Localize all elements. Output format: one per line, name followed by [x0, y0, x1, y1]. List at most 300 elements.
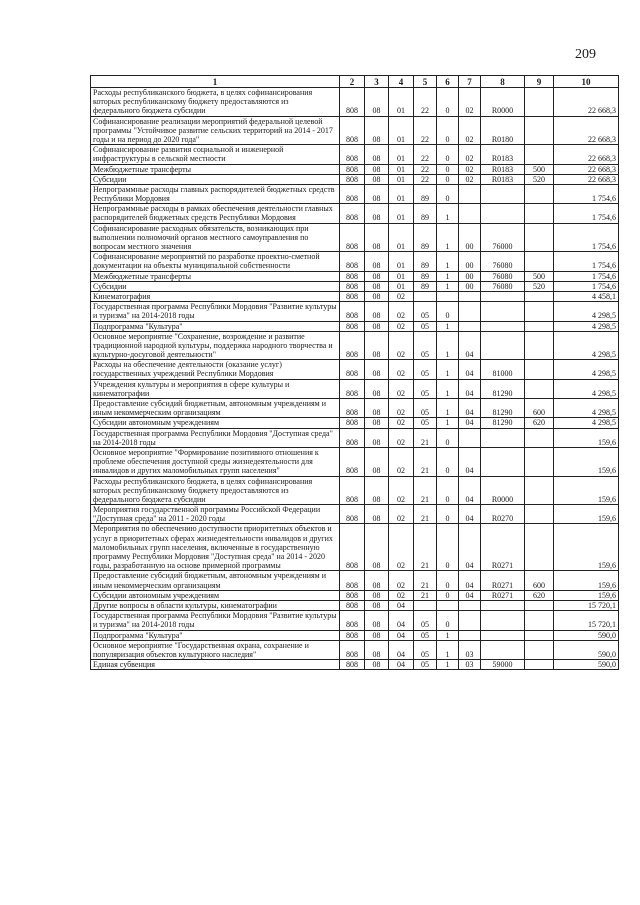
col-program-cell: 89	[414, 223, 437, 252]
col-amount-cell: 1 754,6	[554, 223, 619, 252]
col-subprogram-cell: 0	[437, 524, 459, 571]
col-program-cell: 21	[414, 590, 437, 600]
table-row	[91, 204, 619, 223]
col-direction-cell	[481, 184, 525, 203]
col-subprogram-cell: 0	[437, 145, 459, 164]
col-subprogram-cell: 1	[437, 331, 459, 360]
col-amount-cell: 22 668,3	[554, 145, 619, 164]
col-activity-cell: 04	[459, 447, 481, 476]
col-program-cell: 21	[414, 505, 437, 524]
col-section-cell: 08	[365, 174, 389, 184]
col-activity-cell: 04	[459, 524, 481, 571]
col-direction-cell	[481, 600, 525, 610]
col-subprogram-cell: 0	[437, 184, 459, 203]
column-header: 10	[554, 76, 619, 88]
col-direction-cell	[481, 630, 525, 640]
col-activity-cell: 00	[459, 252, 481, 271]
col-subprogram-cell: 0	[437, 476, 459, 505]
table-row	[91, 164, 619, 174]
col-activity-cell: 03	[459, 640, 481, 659]
col-section-cell: 08	[365, 281, 389, 291]
col-section-cell: 08	[365, 223, 389, 252]
col-direction-cell: R0271	[481, 524, 525, 571]
col-program-cell: 05	[414, 321, 437, 331]
col-direction-cell: 76080	[481, 252, 525, 271]
col-direction-cell	[481, 321, 525, 331]
table-row	[91, 174, 619, 184]
col-program-cell: 05	[414, 302, 437, 321]
col-direction-cell: 81290	[481, 399, 525, 418]
col-direction-cell	[481, 291, 525, 301]
col-activity-cell: 04	[459, 399, 481, 418]
table-row	[91, 223, 619, 252]
col-admin-cell: 808	[340, 331, 365, 360]
col-expense-type-cell	[525, 360, 554, 379]
col-expense-type-cell	[525, 291, 554, 301]
col-section-cell: 08	[365, 571, 389, 590]
column-header: 1	[91, 76, 340, 88]
col-amount-cell: 159,6	[554, 571, 619, 590]
col-subprogram-cell: 1	[437, 660, 459, 670]
col-direction-cell: 76000	[481, 223, 525, 252]
col-amount-cell: 15 720,1	[554, 600, 619, 610]
col-expense-type-cell	[525, 524, 554, 571]
col-activity-cell: 04	[459, 379, 481, 398]
col-admin-cell: 808	[340, 524, 365, 571]
col-subprogram-cell: 0	[437, 505, 459, 524]
col-amount-cell: 159,6	[554, 447, 619, 476]
col-expense-type-cell: 500	[525, 271, 554, 281]
col-section-cell: 08	[365, 360, 389, 379]
table-row	[91, 571, 619, 590]
col-admin-cell: 808	[340, 379, 365, 398]
col-admin-cell: 808	[340, 252, 365, 271]
col-subprogram-cell	[437, 600, 459, 610]
col-section-cell: 08	[365, 505, 389, 524]
col-direction-cell: 76080	[481, 281, 525, 291]
table-row	[91, 116, 619, 145]
col-expense-type-cell	[525, 660, 554, 670]
col-expense-type-cell: 520	[525, 281, 554, 291]
col-activity-cell: 02	[459, 116, 481, 145]
col-amount-cell: 1 754,6	[554, 252, 619, 271]
row-name-cell: Предоставление субсидий бюджетным, автономным учреждениям и иным некоммерческим организациям	[91, 399, 340, 418]
table-row	[91, 321, 619, 331]
col-activity-cell	[459, 302, 481, 321]
col-subsection-cell: 02	[389, 590, 414, 600]
col-subsection-cell: 02	[389, 476, 414, 505]
col-subsection-cell: 02	[389, 399, 414, 418]
table-body	[91, 88, 619, 670]
col-activity-cell: 04	[459, 418, 481, 428]
col-subprogram-cell: 1	[437, 360, 459, 379]
row-name-cell: Основное мероприятие "Государственная охрана, сохранение и популяризация объектов культурного наследия"	[91, 640, 340, 659]
col-direction-cell: R0271	[481, 590, 525, 600]
col-section-cell: 08	[365, 164, 389, 174]
table-row	[91, 600, 619, 610]
col-program-cell: 89	[414, 204, 437, 223]
col-direction-cell: 76080	[481, 271, 525, 281]
col-section-cell: 08	[365, 590, 389, 600]
col-direction-cell: R0270	[481, 505, 525, 524]
col-expense-type-cell: 600	[525, 571, 554, 590]
col-amount-cell: 1 754,6	[554, 281, 619, 291]
col-program-cell: 89	[414, 184, 437, 203]
col-section-cell: 08	[365, 611, 389, 630]
col-amount-cell: 1 754,6	[554, 184, 619, 203]
table-row	[91, 271, 619, 281]
col-direction-cell	[481, 302, 525, 321]
col-expense-type-cell	[525, 640, 554, 659]
col-subprogram-cell: 1	[437, 271, 459, 281]
row-name-cell: Подпрограмма "Культура"	[91, 630, 340, 640]
col-activity-cell: 02	[459, 174, 481, 184]
table-row	[91, 590, 619, 600]
col-subprogram-cell: 1	[437, 321, 459, 331]
col-direction-cell: 81290	[481, 379, 525, 398]
col-amount-cell: 22 668,3	[554, 116, 619, 145]
col-expense-type-cell	[525, 302, 554, 321]
table-row	[91, 640, 619, 659]
table-row	[91, 331, 619, 360]
col-direction-cell	[481, 447, 525, 476]
col-subsection-cell: 04	[389, 600, 414, 610]
col-activity-cell: 04	[459, 476, 481, 505]
col-program-cell: 22	[414, 174, 437, 184]
col-section-cell: 08	[365, 428, 389, 447]
col-amount-cell: 4 298,5	[554, 321, 619, 331]
col-admin-cell: 808	[340, 223, 365, 252]
col-admin-cell: 808	[340, 360, 365, 379]
col-expense-type-cell	[525, 630, 554, 640]
col-subprogram-cell: 0	[437, 164, 459, 174]
col-expense-type-cell	[525, 505, 554, 524]
table-row	[91, 145, 619, 164]
col-amount-cell: 22 668,3	[554, 88, 619, 117]
col-program-cell: 05	[414, 399, 437, 418]
col-amount-cell: 15 720,1	[554, 611, 619, 630]
col-direction-cell: 81000	[481, 360, 525, 379]
col-amount-cell: 4 298,5	[554, 360, 619, 379]
row-name-cell: Межбюджетные трансферты	[91, 271, 340, 281]
row-name-cell: Расходы на обеспечение деятельности (оказание услуг) государственных учреждений Республики Мордовия	[91, 360, 340, 379]
col-subsection-cell: 01	[389, 88, 414, 117]
col-program-cell: 05	[414, 418, 437, 428]
col-program-cell	[414, 600, 437, 610]
col-admin-cell: 808	[340, 640, 365, 659]
col-program-cell: 05	[414, 379, 437, 398]
col-subsection-cell: 02	[389, 302, 414, 321]
col-activity-cell: 04	[459, 331, 481, 360]
col-activity-cell: 04	[459, 360, 481, 379]
col-admin-cell: 808	[340, 660, 365, 670]
col-section-cell: 08	[365, 476, 389, 505]
col-amount-cell: 4 298,5	[554, 331, 619, 360]
col-section-cell: 08	[365, 524, 389, 571]
col-amount-cell: 4 298,5	[554, 302, 619, 321]
col-direction-cell: R0183	[481, 164, 525, 174]
col-expense-type-cell	[525, 447, 554, 476]
col-amount-cell: 22 668,3	[554, 164, 619, 174]
col-activity-cell	[459, 204, 481, 223]
row-name-cell: Непрограммные расходы в рамках обеспечения деятельности главных распорядителей бюджетных средств Республики Мордовия	[91, 204, 340, 223]
col-section-cell: 08	[365, 291, 389, 301]
col-subsection-cell: 01	[389, 174, 414, 184]
col-direction-cell: 59000	[481, 660, 525, 670]
col-expense-type-cell	[525, 428, 554, 447]
col-program-cell: 21	[414, 476, 437, 505]
table-row	[91, 302, 619, 321]
col-subsection-cell: 04	[389, 640, 414, 659]
table-row	[91, 399, 619, 418]
col-subprogram-cell: 0	[437, 302, 459, 321]
col-program-cell: 22	[414, 145, 437, 164]
col-subprogram-cell: 1	[437, 204, 459, 223]
col-expense-type-cell	[525, 145, 554, 164]
col-program-cell	[414, 291, 437, 301]
table-row	[91, 252, 619, 271]
table-row	[91, 524, 619, 571]
col-subsection-cell: 01	[389, 204, 414, 223]
col-expense-type-cell	[525, 379, 554, 398]
row-name-cell: Кинематография	[91, 291, 340, 301]
col-admin-cell: 808	[340, 418, 365, 428]
col-activity-cell	[459, 611, 481, 630]
col-subprogram-cell: 1	[437, 630, 459, 640]
table-row	[91, 418, 619, 428]
table-row	[91, 88, 619, 117]
col-admin-cell: 808	[340, 116, 365, 145]
table-row	[91, 291, 619, 301]
col-section-cell: 08	[365, 145, 389, 164]
col-subsection-cell: 02	[389, 505, 414, 524]
col-subprogram-cell: 0	[437, 611, 459, 630]
col-subprogram-cell: 1	[437, 223, 459, 252]
col-program-cell: 05	[414, 660, 437, 670]
col-subsection-cell: 01	[389, 184, 414, 203]
col-subprogram-cell: 1	[437, 252, 459, 271]
table-header-row	[91, 76, 619, 88]
col-section-cell: 08	[365, 116, 389, 145]
col-section-cell: 08	[365, 271, 389, 281]
table-row	[91, 428, 619, 447]
col-activity-cell: 00	[459, 223, 481, 252]
col-program-cell: 21	[414, 428, 437, 447]
table-row	[91, 281, 619, 291]
col-admin-cell: 808	[340, 476, 365, 505]
col-program-cell: 21	[414, 571, 437, 590]
col-subsection-cell: 01	[389, 271, 414, 281]
col-subsection-cell: 02	[389, 379, 414, 398]
col-activity-cell: 02	[459, 88, 481, 117]
col-program-cell: 05	[414, 630, 437, 640]
col-program-cell: 21	[414, 524, 437, 571]
col-program-cell: 89	[414, 252, 437, 271]
col-subsection-cell: 04	[389, 660, 414, 670]
col-direction-cell	[481, 611, 525, 630]
col-admin-cell: 808	[340, 145, 365, 164]
col-subprogram-cell: 0	[437, 428, 459, 447]
col-subsection-cell: 02	[389, 291, 414, 301]
col-subsection-cell: 01	[389, 252, 414, 271]
col-admin-cell: 808	[340, 291, 365, 301]
row-name-cell: Расходы республиканского бюджета, в целях софинансирования которых республиканскому бюджету предоставляются из федерального бюджета субсидии	[91, 476, 340, 505]
column-header: 2	[340, 76, 365, 88]
col-program-cell: 89	[414, 281, 437, 291]
col-amount-cell: 159,6	[554, 476, 619, 505]
col-amount-cell: 159,6	[554, 524, 619, 571]
col-subsection-cell: 02	[389, 331, 414, 360]
col-subsection-cell: 01	[389, 116, 414, 145]
col-subprogram-cell: 1	[437, 418, 459, 428]
col-amount-cell: 4 298,5	[554, 418, 619, 428]
col-amount-cell: 590,0	[554, 660, 619, 670]
col-activity-cell	[459, 600, 481, 610]
col-amount-cell: 159,6	[554, 428, 619, 447]
col-amount-cell: 1 754,6	[554, 204, 619, 223]
row-name-cell: Государственная программа Республики Мордовия "Развитие культуры и туризма" на 2014-2018 годы	[91, 611, 340, 630]
col-admin-cell: 808	[340, 630, 365, 640]
col-activity-cell: 04	[459, 590, 481, 600]
col-admin-cell: 808	[340, 174, 365, 184]
col-program-cell: 21	[414, 447, 437, 476]
col-section-cell: 08	[365, 331, 389, 360]
col-activity-cell: 04	[459, 505, 481, 524]
col-subprogram-cell: 0	[437, 590, 459, 600]
col-expense-type-cell	[525, 321, 554, 331]
col-section-cell: 08	[365, 379, 389, 398]
row-name-cell: Другие вопросы в области культуры, кинематографии	[91, 600, 340, 610]
col-direction-cell: R0000	[481, 476, 525, 505]
column-header: 3	[365, 76, 389, 88]
col-admin-cell: 808	[340, 399, 365, 418]
row-name-cell: Расходы республиканского бюджета, в целях софинансирования которых республиканскому бюджету предоставляются из федерального бюджета субсидии	[91, 88, 340, 117]
row-name-cell: Софинансирование развития социальной и инженерной инфраструктуры в сельской местности	[91, 145, 340, 164]
col-amount-cell: 22 668,3	[554, 174, 619, 184]
col-subprogram-cell: 0	[437, 174, 459, 184]
col-expense-type-cell	[525, 88, 554, 117]
col-amount-cell: 590,0	[554, 630, 619, 640]
col-section-cell: 08	[365, 447, 389, 476]
col-direction-cell	[481, 428, 525, 447]
col-admin-cell: 808	[340, 271, 365, 281]
col-program-cell: 89	[414, 271, 437, 281]
column-header: 9	[525, 76, 554, 88]
col-subsection-cell: 02	[389, 360, 414, 379]
row-name-cell: Субсидии	[91, 281, 340, 291]
col-expense-type-cell: 500	[525, 164, 554, 174]
col-expense-type-cell	[525, 252, 554, 271]
row-name-cell: Субсидии автономным учреждениям	[91, 590, 340, 600]
column-header: 5	[414, 76, 437, 88]
col-subsection-cell: 01	[389, 223, 414, 252]
col-admin-cell: 808	[340, 204, 365, 223]
col-expense-type-cell: 620	[525, 590, 554, 600]
col-subsection-cell: 01	[389, 145, 414, 164]
table-row	[91, 630, 619, 640]
col-admin-cell: 808	[340, 164, 365, 174]
col-amount-cell: 4 458,1	[554, 291, 619, 301]
col-admin-cell: 808	[340, 428, 365, 447]
row-name-cell: Мероприятия по обеспечению доступности приоритетных объектов и услуг в приоритетных сферах жизнедеятельности инвалидов и других маломобильных групп населения, включенные в государственную программу Республики Мордовия "Доступная среда" на 2014 - 2020 годы, разработанную на основе примерной программы	[91, 524, 340, 571]
col-section-cell: 08	[365, 399, 389, 418]
table-row	[91, 505, 619, 524]
col-activity-cell	[459, 291, 481, 301]
col-program-cell: 22	[414, 88, 437, 117]
col-admin-cell: 808	[340, 611, 365, 630]
col-admin-cell: 808	[340, 590, 365, 600]
table-row	[91, 476, 619, 505]
col-expense-type-cell: 600	[525, 399, 554, 418]
col-subsection-cell: 01	[389, 164, 414, 174]
col-section-cell: 08	[365, 88, 389, 117]
col-section-cell: 08	[365, 184, 389, 203]
col-subsection-cell: 04	[389, 611, 414, 630]
row-name-cell: Софинансирование реализации мероприятий федеральной целевой программы "Устойчивое развитие сельских территорий на 2014 - 2017 годы и на период до 2020 года"	[91, 116, 340, 145]
col-admin-cell: 808	[340, 447, 365, 476]
row-name-cell: Субсидии автономным учреждениям	[91, 418, 340, 428]
col-program-cell: 05	[414, 640, 437, 659]
col-program-cell: 05	[414, 331, 437, 360]
col-activity-cell	[459, 184, 481, 203]
col-direction-cell: R0271	[481, 571, 525, 590]
col-activity-cell: 00	[459, 271, 481, 281]
col-subsection-cell: 02	[389, 447, 414, 476]
col-subprogram-cell: 1	[437, 379, 459, 398]
row-name-cell: Софинансирование мероприятий по разработке проектно-сметной документации на объекты муниципальной собственности	[91, 252, 340, 271]
col-program-cell: 22	[414, 116, 437, 145]
col-subsection-cell: 01	[389, 281, 414, 291]
col-direction-cell	[481, 640, 525, 659]
col-expense-type-cell	[525, 204, 554, 223]
col-admin-cell: 808	[340, 321, 365, 331]
col-activity-cell	[459, 630, 481, 640]
col-direction-cell	[481, 204, 525, 223]
col-activity-cell: 02	[459, 145, 481, 164]
col-expense-type-cell	[525, 331, 554, 360]
col-direction-cell: R0000	[481, 88, 525, 117]
col-subprogram-cell	[437, 291, 459, 301]
col-program-cell: 05	[414, 611, 437, 630]
row-name-cell: Непрограммные расходы главных распорядителей бюджетных средств Республики Мордовия	[91, 184, 340, 203]
table-row	[91, 447, 619, 476]
table-row	[91, 660, 619, 670]
col-subprogram-cell: 0	[437, 447, 459, 476]
col-section-cell: 08	[365, 640, 389, 659]
col-admin-cell: 808	[340, 281, 365, 291]
row-name-cell: Подпрограмма "Культура"	[91, 321, 340, 331]
col-expense-type-cell	[525, 611, 554, 630]
row-name-cell: Государственная программа Республики Мордовия "Доступная среда" на 2014-2018 годы	[91, 428, 340, 447]
col-amount-cell: 159,6	[554, 505, 619, 524]
page-number: 209	[575, 47, 596, 62]
table-row	[91, 184, 619, 203]
col-section-cell: 08	[365, 302, 389, 321]
col-program-cell: 22	[414, 164, 437, 174]
col-subsection-cell: 02	[389, 524, 414, 571]
col-direction-cell	[481, 331, 525, 360]
table-row	[91, 611, 619, 630]
row-name-cell: Межбюджетные трансферты	[91, 164, 340, 174]
col-amount-cell: 1 754,6	[554, 271, 619, 281]
col-admin-cell: 808	[340, 88, 365, 117]
col-subprogram-cell: 1	[437, 281, 459, 291]
col-activity-cell	[459, 321, 481, 331]
row-name-cell: Основное мероприятие "Сохранение, возрождение и развитие традиционной народной культуры, поддержка народного творчества и культурно-досуговой деятельности"	[91, 331, 340, 360]
col-activity-cell: 00	[459, 281, 481, 291]
col-expense-type-cell	[525, 600, 554, 610]
col-section-cell: 08	[365, 600, 389, 610]
